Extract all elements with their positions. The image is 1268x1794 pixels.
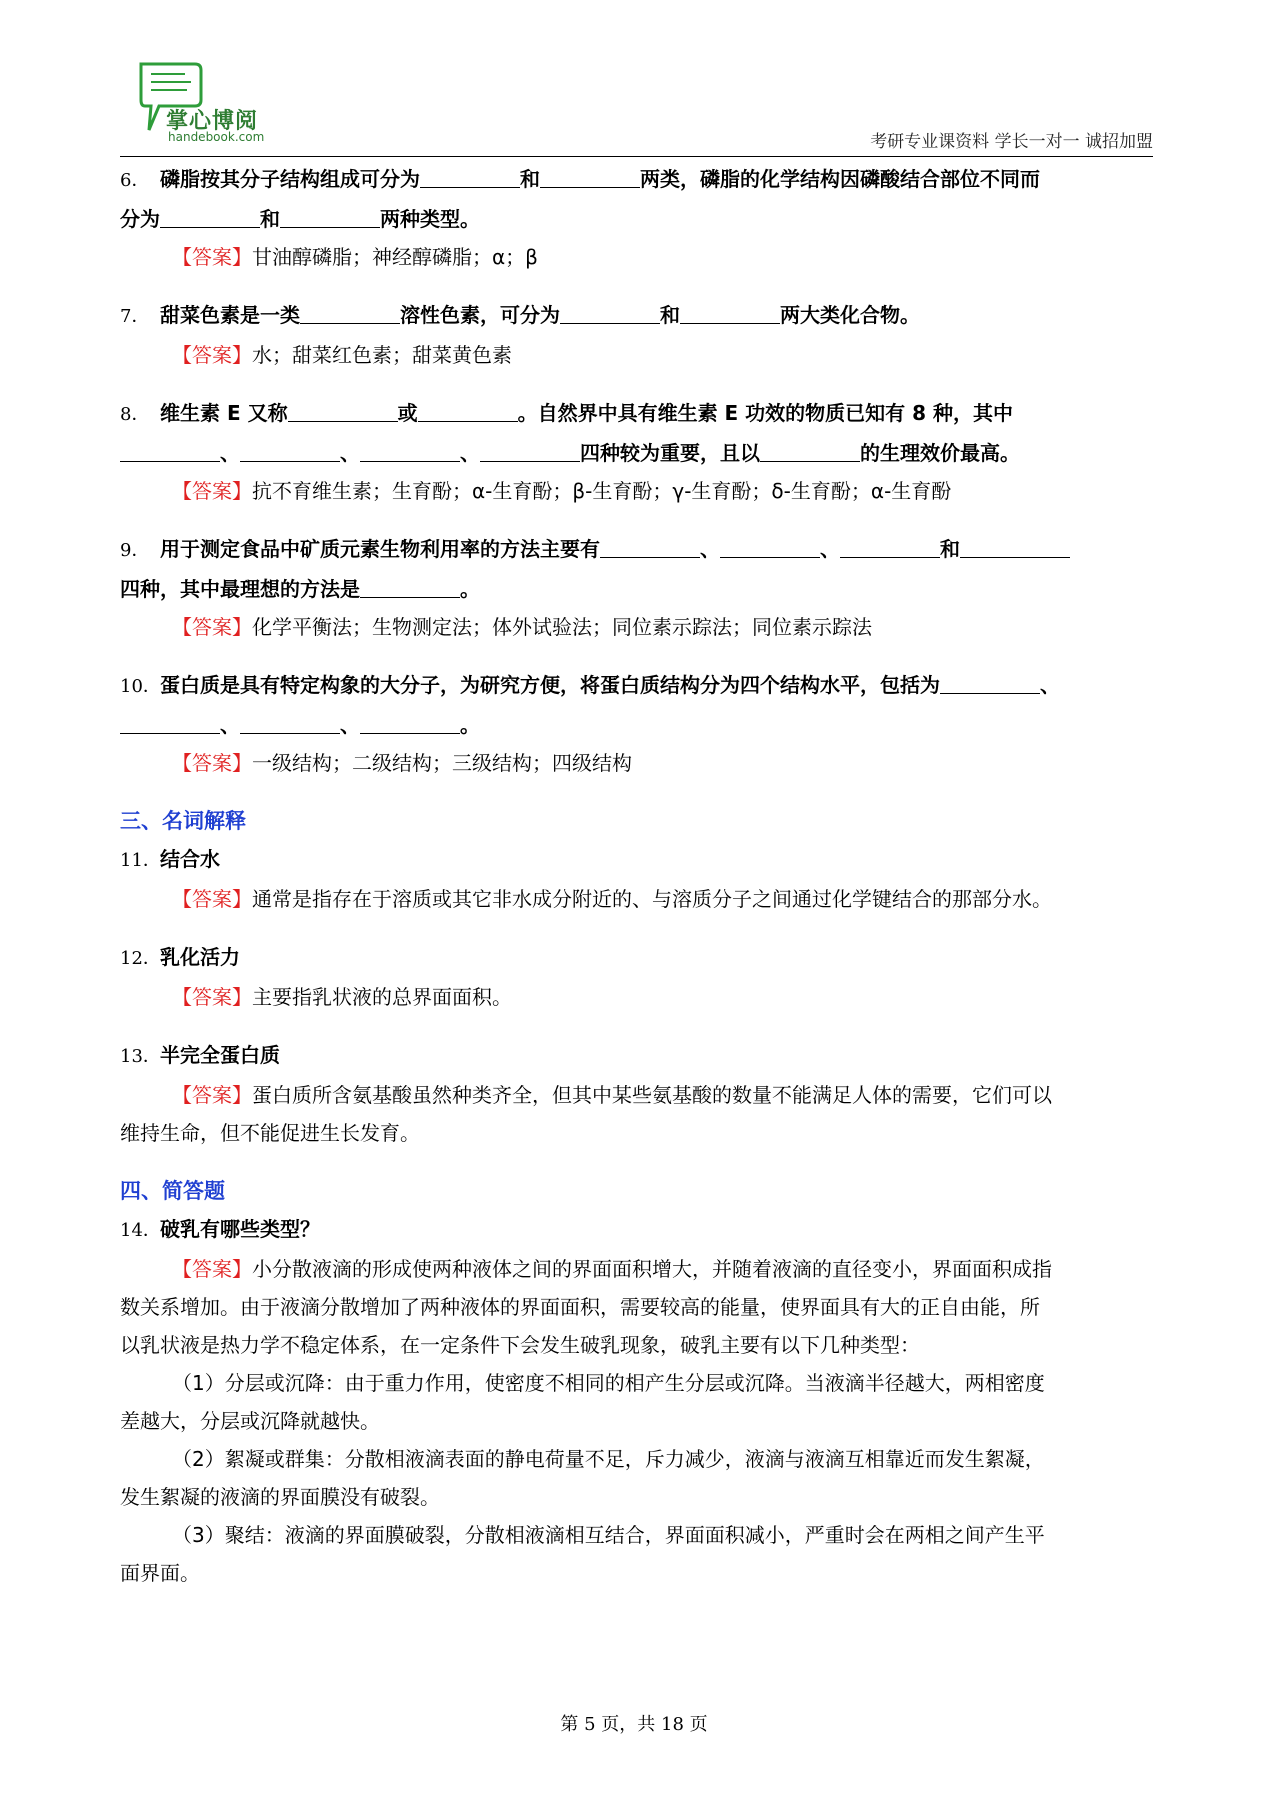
question-12 — [120, 938, 1153, 1016]
answer-line: （3）聚结：液滴的界面膜破裂，分散相液滴相互结合，界面面积减小，严重时会在两相之间产生平 — [172, 1523, 1045, 1547]
question-6 — [120, 160, 1153, 276]
answer-line: 【答案】甘油醇磷脂；神经醇磷脂；α；β — [172, 245, 538, 269]
question-text: 13．半完全蛋白质 — [120, 1043, 280, 1067]
answer-blank — [120, 711, 220, 734]
answer-blank — [420, 165, 520, 188]
answer-line: 【答案】蛋白质所含氨基酸虽然种类齐全，但其中某些氨基酸的数量不能满足人体的需要，它们可以 — [172, 1083, 1052, 1107]
answer-blank — [418, 399, 518, 422]
question-text: 12．乳化活力 — [120, 945, 240, 969]
answer-line: 以乳状液是热力学不稳定体系，在一定条件下会发生破乳现象，破乳主要有以下几种类型： — [120, 1333, 920, 1357]
answer-blank — [360, 575, 460, 598]
answer-line: 【答案】抗不育维生素；生育酚；α-生育酚；β-生育酚；γ-生育酚；δ-生育酚；α-生育酚 — [172, 479, 952, 503]
answer-blank — [960, 535, 1070, 558]
answer-line: （1）分层或沉降：由于重力作用，使密度不相同的相产生分层或沉降。当液滴半径越大，两相密度 — [172, 1371, 1045, 1395]
question-text: 、 、 、 四种较为重要，且以 的生理效价最高。 — [120, 434, 1153, 472]
page-footer: 第 5 页，共 18 页 — [560, 1714, 708, 1735]
question-11 — [120, 840, 1153, 918]
answer-blank — [160, 205, 260, 228]
header-slogan: 考研专业课资料 学长一对一 诚招加盟 — [870, 132, 1153, 152]
answer-line: 数关系增加。由于液滴分散增加了两种液体的界面面积，需要较高的能量，使界面具有大的正自由能，所 — [120, 1295, 1040, 1319]
answer-blank — [240, 711, 340, 734]
answer-line: 【答案】主要指乳状液的总界面面积。 — [172, 985, 512, 1009]
question-text: 6． 磷脂按其分子结构组成可分为 和 两类，磷脂的化学结构因磷酸结合部位不同而 — [120, 167, 1040, 191]
answer-blank — [680, 301, 780, 324]
answer-line: 【答案】水；甜菜红色素；甜菜黄色素 — [172, 343, 512, 367]
answer-blank — [840, 535, 940, 558]
answer-blank — [360, 711, 460, 734]
question-text: 分为 和 两种类型。 — [120, 207, 480, 231]
answer-line: 发生絮凝的液滴的界面膜没有破裂。 — [120, 1485, 440, 1509]
question-10 — [120, 666, 1153, 782]
answer-line: （2）絮凝或群集：分散相液滴表面的静电荷量不足，斥力减少，液滴与液滴互相靠近而发生絮凝， — [172, 1447, 1045, 1471]
question-9 — [120, 530, 1153, 646]
answer-blank — [360, 439, 460, 462]
answer-blank — [288, 399, 398, 422]
answer-blank — [480, 439, 580, 462]
answer-blank — [600, 535, 700, 558]
question-8 — [120, 394, 1153, 510]
answer-blank — [720, 535, 820, 558]
answer-line: 【答案】一级结构；二级结构；三级结构；四级结构 — [172, 751, 632, 775]
question-13 — [120, 1036, 1153, 1152]
answer-blank — [560, 301, 660, 324]
question-text: 、 、 。 — [120, 706, 1153, 744]
logo-subtext: handebook.com — [168, 130, 265, 144]
section-title-terms: 三、名词解释 — [120, 809, 246, 833]
answer-line: 【答案】化学平衡法；生物测定法；体外试验法；同位素示踪法；同位素示踪法 — [172, 615, 872, 639]
question-text: 14．破乳有哪些类型？ — [120, 1217, 320, 1241]
question-7 — [120, 296, 1153, 374]
answer-blank — [760, 439, 860, 462]
answer-blank — [940, 671, 1040, 694]
answer-blank — [120, 439, 220, 462]
answer-blank — [280, 205, 380, 228]
question-text: 9． 用于测定食品中矿质元素生物利用率的方法主要有 、 、 和 — [120, 530, 1153, 570]
question-text: 四种，其中最理想的方法是 。 — [120, 577, 480, 601]
answer-line: 【答案】通常是指存在于溶质或其它非水成分附近的、与溶质分子之间通过化学键结合的那部分水。 — [172, 887, 1052, 911]
question-text: 10．蛋白质是具有特定构象的大分子，为研究方便，将蛋白质结构分为四个结构水平，包括为 、 — [120, 673, 1060, 697]
section-title-short-answer: 四、简答题 — [120, 1179, 225, 1203]
header-divider — [120, 156, 1153, 157]
main-content — [120, 160, 1153, 1592]
answer-blank — [540, 165, 640, 188]
answer-line: 【答案】小分散液滴的形成使两种液体之间的界面面积增大，并随着液滴的直径变小，界面面积成指 — [172, 1257, 1052, 1281]
answer-blank — [240, 439, 340, 462]
question-text: 7． 甜菜色素是一类 溶性色素，可分为 和 两大类化合物。 — [120, 303, 920, 327]
question-text: 11．结合水 — [120, 847, 220, 871]
answer-line: 维持生命，但不能促进生长发育。 — [120, 1121, 420, 1145]
answer-blank — [300, 301, 400, 324]
logo-text: 掌心博阅 — [166, 109, 259, 134]
answer-line: 差越大，分层或沉降就越快。 — [120, 1409, 380, 1433]
question-text: 8． 维生素 E 又称 或 。自然界中具有维生素 E 功效的物质已知有 8 种，其中 — [120, 401, 1014, 425]
question-14 — [120, 1210, 1153, 1592]
answer-line: 面界面。 — [120, 1561, 200, 1585]
